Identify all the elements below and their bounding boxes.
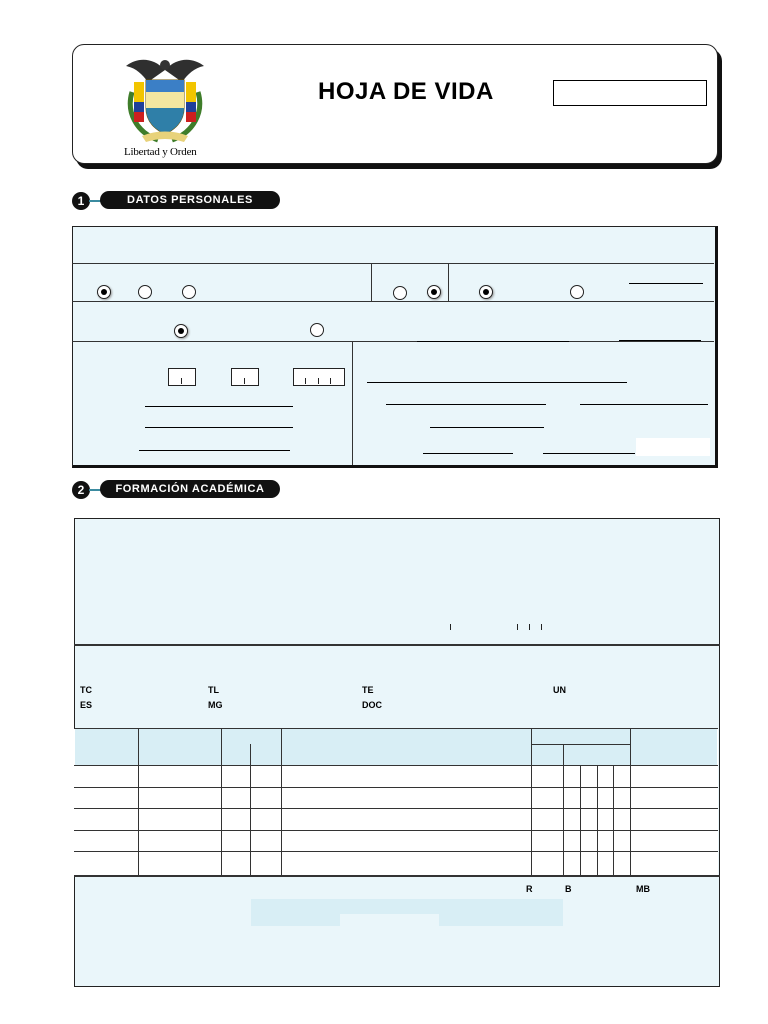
tick [318,378,319,384]
level-muy-bien: MB [636,884,650,894]
tick [517,624,518,630]
column-divider [138,728,139,876]
radio-military-1[interactable] [174,324,188,338]
section-number-2: 2 [72,481,90,499]
divider [74,728,718,729]
column-divider [281,728,282,876]
tick [541,624,542,630]
divider [74,875,720,877]
birth-year-box[interactable] [293,368,345,386]
code-doc: DOC [362,700,382,710]
table-row [74,808,718,809]
divider [532,744,630,745]
tick [244,378,245,384]
divider [72,263,714,264]
country-field-2[interactable] [386,404,546,405]
language-cell [251,899,340,926]
divider [448,263,449,301]
birth-month-box[interactable] [231,368,259,386]
divider [371,263,372,301]
divider [74,765,718,766]
country-field[interactable] [629,283,703,284]
page-title: HOJA DE VIDA [318,78,494,105]
tick [305,378,306,384]
divider [72,301,714,302]
column-divider [563,744,564,876]
table-row [74,787,718,788]
radio-nationality-col[interactable] [479,285,493,299]
education-table-header [75,729,717,765]
code-un: UN [553,685,566,695]
tick [529,624,530,630]
column-divider [613,765,614,876]
logo-caption: Libertad y Orden [124,146,197,158]
coat-of-arms-icon [122,52,208,144]
divider [72,341,714,342]
section-label-personal: DATOS PERSONALES [100,191,280,209]
section-label-academic: FORMACIÓN ACADÉMICA [100,480,280,498]
language-cell [340,914,439,926]
column-divider [531,728,532,876]
radio-doc-type-1[interactable] [97,285,111,299]
table-row [74,830,718,831]
code-tl: TL [208,685,219,695]
tick [450,624,451,630]
birth-department-field[interactable] [145,427,293,428]
divider [74,644,720,646]
column-divider [597,765,598,876]
military-district-field[interactable] [619,340,701,341]
tick [330,378,331,384]
radio-sex-f[interactable] [393,286,407,300]
municipality-field[interactable] [430,427,544,428]
column-divider [250,744,251,876]
level-regular: R [526,884,533,894]
military-card-field[interactable] [417,341,569,342]
language-cell [340,899,439,914]
document-code-field[interactable] [553,80,707,106]
column-divider [580,765,581,876]
birth-country-field[interactable] [145,406,293,407]
section-number-1: 1 [72,192,90,210]
divider [352,341,353,465]
radio-doc-type-2[interactable] [138,285,152,299]
code-te: TE [362,685,374,695]
language-cell [439,899,563,926]
birth-municipality-field[interactable] [139,450,290,451]
code-es: ES [80,700,93,710]
radio-nationality-ext[interactable] [570,285,584,299]
column-divider [630,728,631,876]
column-divider [221,728,222,876]
code-tc: TC [80,685,92,695]
tick [181,378,182,384]
birth-day-box[interactable] [168,368,196,386]
radio-doc-type-3[interactable] [182,285,196,299]
radio-sex-m[interactable] [427,285,441,299]
table-row [74,851,718,852]
level-bien: B [565,884,572,894]
address-field[interactable] [367,382,627,383]
department-field[interactable] [580,404,708,405]
phone-field[interactable] [423,453,513,454]
code-mg: MG [208,700,223,710]
blank-cell [636,438,710,456]
email-field[interactable] [543,453,635,454]
radio-military-2[interactable] [310,323,324,337]
